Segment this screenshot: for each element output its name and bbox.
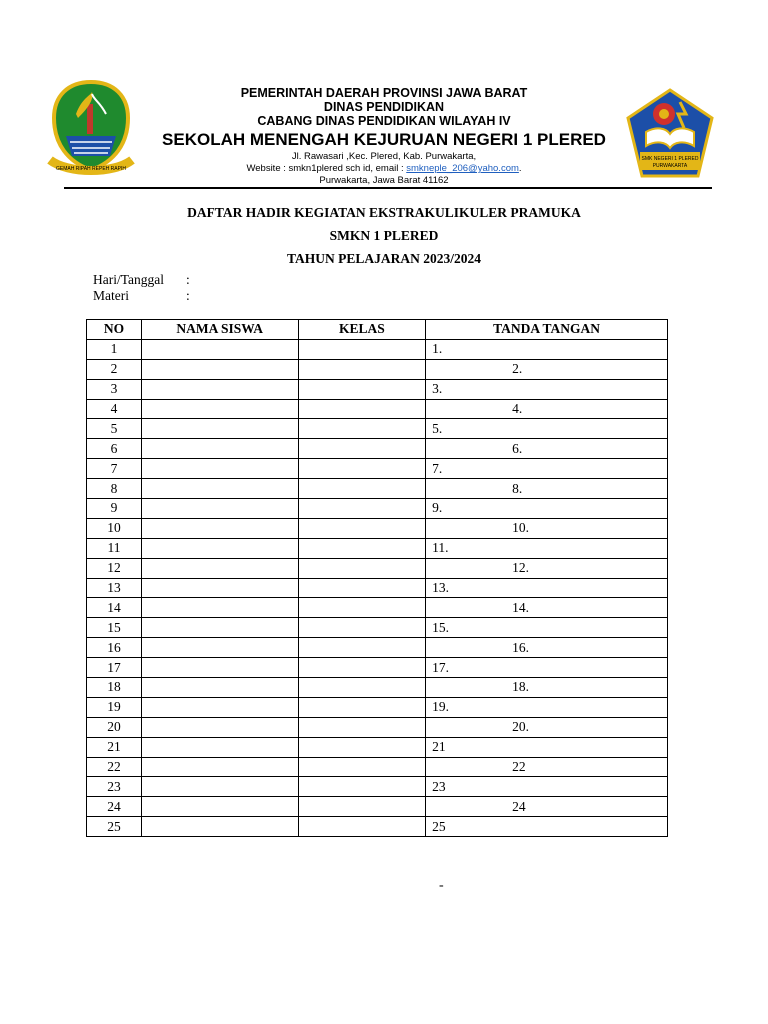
tanda-tangan-cell[interactable]: 11.	[426, 538, 668, 558]
table-row	[87, 737, 668, 757]
nama-siswa-cell[interactable]	[141, 658, 298, 678]
kelas-cell[interactable]	[298, 439, 426, 459]
table-row	[87, 439, 668, 459]
kelas-cell[interactable]	[298, 658, 426, 678]
hari-tanggal-colon: :	[186, 272, 190, 287]
nama-siswa-cell[interactable]	[141, 737, 298, 757]
row-number: 25	[87, 817, 142, 837]
document-school: SMKN 1 PLERED	[329, 228, 439, 243]
document-titles	[0, 203, 768, 272]
table-row	[87, 578, 668, 598]
document-title: DAFTAR HADIR KEGIATAN EKSTRAKULIKULER PRAMUKA	[187, 205, 581, 220]
row-number: 16	[87, 638, 142, 658]
materi-label: Materi	[93, 288, 129, 303]
kelas-cell[interactable]	[298, 717, 426, 737]
tanda-tangan-cell[interactable]: 3.	[426, 379, 668, 399]
table-row	[87, 797, 668, 817]
email-link[interactable]: smkneple_206@yaho.com	[406, 163, 519, 174]
row-number: 13	[87, 578, 142, 598]
kelas-cell[interactable]	[298, 598, 426, 618]
kelas-cell[interactable]	[298, 538, 426, 558]
header-tanda-tangan: TANDA TANGAN	[426, 320, 668, 340]
kelas-cell[interactable]	[298, 797, 426, 817]
table-row	[87, 697, 668, 717]
nama-siswa-cell[interactable]	[141, 379, 298, 399]
table-row	[87, 339, 668, 359]
table-row	[87, 379, 668, 399]
kelas-cell[interactable]	[298, 678, 426, 698]
nama-siswa-cell[interactable]	[141, 697, 298, 717]
row-number: 10	[87, 518, 142, 538]
school-address: Jl. Rawasari ,Kec. Plered, Kab. Purwakarta,	[291, 151, 477, 162]
tanda-tangan-cell[interactable]: 16.	[426, 638, 668, 658]
gov-line: PEMERINTAH DAERAH PROVINSI JAWA BARAT	[240, 86, 528, 100]
meta-fields	[93, 272, 190, 304]
row-number: 1	[87, 339, 142, 359]
row-number: 8	[87, 479, 142, 499]
hari-tanggal-label: Hari/Tanggal	[93, 272, 165, 287]
tanda-tangan-cell[interactable]: 4.	[426, 399, 668, 419]
tanda-tangan-cell[interactable]: 10.	[426, 518, 668, 538]
table-row	[87, 558, 668, 578]
tanda-tangan-cell[interactable]: 9.	[426, 499, 668, 519]
materi-colon: :	[186, 288, 190, 303]
row-number: 24	[87, 797, 142, 817]
row-number: 23	[87, 777, 142, 797]
nama-siswa-cell[interactable]	[141, 578, 298, 598]
row-number: 12	[87, 558, 142, 578]
table-row	[87, 598, 668, 618]
table-row	[87, 678, 668, 698]
nama-siswa-cell[interactable]	[141, 419, 298, 439]
kelas-cell[interactable]	[298, 558, 426, 578]
emblem-motto: GEMAH RIPAH REPEH RAPIH	[56, 166, 126, 172]
row-number: 11	[87, 538, 142, 558]
nama-siswa-cell[interactable]	[141, 558, 298, 578]
nama-siswa-cell[interactable]	[141, 499, 298, 519]
table-row	[87, 499, 668, 519]
nama-siswa-cell[interactable]	[141, 439, 298, 459]
tanda-tangan-cell[interactable]: 24	[426, 797, 668, 817]
row-number: 7	[87, 459, 142, 479]
nama-siswa-cell[interactable]	[141, 638, 298, 658]
row-number: 6	[87, 439, 142, 459]
tanda-tangan-cell[interactable]: 14.	[426, 598, 668, 618]
kelas-cell[interactable]	[298, 817, 426, 837]
kelas-cell[interactable]	[298, 737, 426, 757]
school-city: Purwakarta, Jawa Barat 41162	[319, 175, 449, 186]
row-number: 20	[87, 717, 142, 737]
tanda-tangan-cell[interactable]: 23	[426, 777, 668, 797]
nama-siswa-cell[interactable]	[141, 538, 298, 558]
nama-siswa-cell[interactable]	[141, 339, 298, 359]
table-row	[87, 777, 668, 797]
contact-suffix: .	[518, 163, 522, 174]
row-number: 21	[87, 737, 142, 757]
school-name: SEKOLAH MENENGAH KEJURUAN NEGERI 1 PLERED	[162, 130, 606, 149]
hari-tanggal-row	[93, 272, 190, 288]
row-number: 18	[87, 678, 142, 698]
table-row	[87, 538, 668, 558]
row-number: 3	[87, 379, 142, 399]
header-kelas: KELAS	[298, 320, 426, 340]
tanda-tangan-cell[interactable]: 1.	[426, 339, 668, 359]
footer-mark: -	[439, 878, 444, 893]
contact-line	[140, 163, 628, 175]
kelas-cell[interactable]	[298, 777, 426, 797]
kelas-cell[interactable]	[298, 757, 426, 777]
row-number: 19	[87, 697, 142, 717]
table-row	[87, 618, 668, 638]
table-row	[87, 717, 668, 737]
kelas-cell[interactable]	[298, 518, 426, 538]
row-number: 17	[87, 658, 142, 678]
tanda-tangan-cell[interactable]: 8.	[426, 479, 668, 499]
table-row	[87, 359, 668, 379]
table-row	[87, 479, 668, 499]
kelas-cell[interactable]	[298, 578, 426, 598]
document-year: TAHUN PELAJARAN 2023/2024	[286, 251, 481, 266]
table-row	[87, 638, 668, 658]
kelas-cell[interactable]	[298, 618, 426, 638]
row-number: 2	[87, 359, 142, 379]
kelas-cell[interactable]	[298, 419, 426, 439]
table-row	[87, 419, 668, 439]
kelas-cell[interactable]	[298, 359, 426, 379]
kelas-cell[interactable]	[298, 399, 426, 419]
kelas-cell[interactable]	[298, 638, 426, 658]
website-text: Website : smkn1plered sch id, email :	[246, 163, 407, 174]
branch-line: CABANG DINAS PENDIDIKAN WILAYAH IV	[257, 114, 511, 128]
school-emblem-logo	[624, 88, 716, 180]
kelas-cell[interactable]	[298, 459, 426, 479]
table-row	[87, 817, 668, 837]
kelas-cell[interactable]	[298, 697, 426, 717]
table-row	[87, 459, 668, 479]
materi-row	[93, 288, 190, 304]
nama-siswa-cell[interactable]	[141, 459, 298, 479]
row-number: 14	[87, 598, 142, 618]
nama-siswa-cell[interactable]	[141, 399, 298, 419]
nama-siswa-cell[interactable]	[141, 618, 298, 638]
tanda-tangan-cell[interactable]: 25	[426, 817, 668, 837]
tanda-tangan-cell[interactable]: 12.	[426, 558, 668, 578]
table-row	[87, 399, 668, 419]
header-no: NO	[87, 320, 142, 340]
letterhead-text	[140, 86, 628, 187]
tanda-tangan-cell[interactable]: 13.	[426, 578, 668, 598]
nama-siswa-cell[interactable]	[141, 359, 298, 379]
tanda-tangan-cell[interactable]: 17.	[426, 658, 668, 678]
nama-siswa-cell[interactable]	[141, 777, 298, 797]
header-nama-siswa: NAMA SISWA	[141, 320, 298, 340]
table-row	[87, 518, 668, 538]
nama-siswa-cell[interactable]	[141, 717, 298, 737]
nama-siswa-cell[interactable]	[141, 757, 298, 777]
nama-siswa-cell[interactable]	[141, 598, 298, 618]
table-row	[87, 658, 668, 678]
row-number: 22	[87, 757, 142, 777]
tanda-tangan-cell[interactable]: 21	[426, 737, 668, 757]
tanda-tangan-cell[interactable]: 19.	[426, 697, 668, 717]
attendance-table	[86, 319, 668, 837]
table-row	[87, 757, 668, 777]
nama-siswa-cell[interactable]	[141, 797, 298, 817]
nama-siswa-cell[interactable]	[141, 678, 298, 698]
emblem-city-text: PURWAKARTA	[652, 163, 688, 169]
tanda-tangan-cell[interactable]: 18.	[426, 678, 668, 698]
kelas-cell[interactable]	[298, 479, 426, 499]
tanda-tangan-cell[interactable]: 20.	[426, 717, 668, 737]
tanda-tangan-cell[interactable]: 22	[426, 757, 668, 777]
row-number: 15	[87, 618, 142, 638]
table-header-row	[87, 320, 668, 340]
dept-line: DINAS PENDIDIKAN	[323, 100, 445, 114]
kelas-cell[interactable]	[298, 499, 426, 519]
row-number: 5	[87, 419, 142, 439]
tanda-tangan-cell[interactable]: 2.	[426, 359, 668, 379]
nama-siswa-cell[interactable]	[141, 518, 298, 538]
row-number: 9	[87, 499, 142, 519]
tanda-tangan-cell[interactable]: 15.	[426, 618, 668, 638]
tanda-tangan-cell[interactable]: 5.	[426, 419, 668, 439]
letterhead-divider	[64, 187, 712, 189]
emblem-school-text: SMK NEGERI 1 PLERED	[641, 156, 699, 162]
tanda-tangan-cell[interactable]: 7.	[426, 459, 668, 479]
nama-siswa-cell[interactable]	[141, 479, 298, 499]
row-number: 4	[87, 399, 142, 419]
west-java-emblem-logo	[44, 78, 138, 178]
nama-siswa-cell[interactable]	[141, 817, 298, 837]
kelas-cell[interactable]	[298, 379, 426, 399]
tanda-tangan-cell[interactable]: 6.	[426, 439, 668, 459]
kelas-cell[interactable]	[298, 339, 426, 359]
